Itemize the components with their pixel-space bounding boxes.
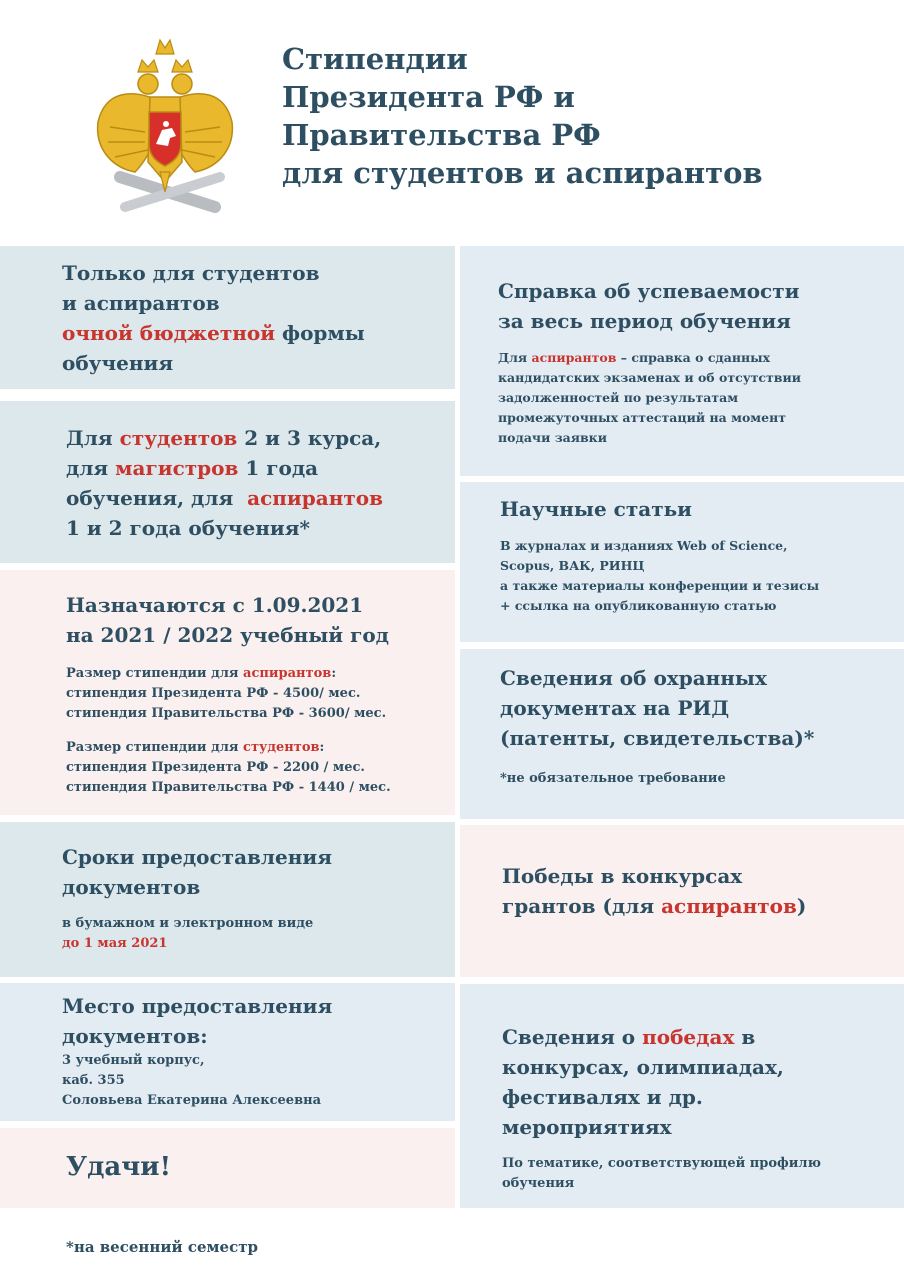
postgrad-amount-colon: :	[331, 666, 337, 681]
masters-highlight: магистров	[115, 456, 239, 480]
articles-panel	[460, 482, 904, 642]
grants-heading-2-b: )	[796, 894, 807, 918]
student-amount-intro: Размер стипендии для	[66, 740, 244, 755]
spring-semester-footnote: *на весенний семестр	[66, 1238, 259, 1256]
transcript-postgrads-highlight: аспирантов	[531, 350, 617, 365]
full-time-budget-highlight: очной бюджетной	[62, 321, 276, 345]
articles-line-1: В журналах и изданиях Web of Science,	[500, 538, 788, 553]
title-line-3: Правительства РФ	[282, 118, 601, 152]
target-line-3	[66, 483, 455, 513]
eligibility-line-2: и аспирантов	[62, 291, 220, 315]
postgrad-amount-intro: Размер стипендии для	[66, 666, 244, 681]
target-line-3-a: обучения, для	[66, 486, 248, 510]
transcript-line-2: кандидатских экзаменах и об отсутствии	[498, 370, 802, 385]
postgrad-amount-highlight: аспирантов	[243, 666, 332, 681]
patents-heading-2: документах на РИД	[500, 696, 730, 720]
patents-heading-1: Сведения об охранных	[500, 666, 767, 690]
achievements-note-2: обучения	[502, 1176, 575, 1191]
patents-heading-3: (патенты, свидетельства)*	[500, 726, 815, 750]
postgrad-government-amount: стипендия Правительства РФ - 3600/ мес.	[66, 706, 387, 721]
achievements-heading-3: фестивалях и др.	[502, 1085, 703, 1109]
deadline-heading-1: Сроки предоставления	[62, 845, 332, 869]
articles-line-3: а также материалы конференции и тезисы	[500, 578, 820, 593]
grants-heading-2	[502, 891, 904, 921]
grants-heading-1: Победы в конкурсах	[502, 864, 743, 888]
deadline-format: в бумажном и электронном виде	[62, 916, 314, 931]
deadline-heading-2: документов	[62, 875, 201, 899]
eligibility-line-1: Только для студентов	[62, 261, 320, 285]
transcript-line-4: промежуточных аттестаций на момент	[498, 410, 787, 425]
transcript-line-1-b: – справка о сданных	[616, 350, 771, 365]
page-title	[282, 40, 882, 192]
deadline-date: до 1 мая 2021	[62, 936, 168, 951]
assigned-date-line: Назначаются с 1.09.2021	[66, 593, 364, 617]
grants-postgrads-highlight: аспирантов	[661, 894, 797, 918]
transcript-line-5: подачи заявки	[498, 430, 607, 445]
target-line-2-b: 1 года	[238, 456, 319, 480]
student-government-amount: стипендия Правительства РФ - 1440 / мес.	[66, 780, 391, 795]
deadline-panel	[0, 822, 455, 977]
target-line-1-a: Для	[66, 426, 120, 450]
grants-heading-2-a: грантов (для	[502, 894, 662, 918]
title-line-4: для студентов и аспирантов	[282, 156, 763, 190]
articles-heading: Научные статьи	[500, 497, 693, 521]
eligibility-line-4: обучения	[62, 351, 174, 375]
coat-of-arms-emblem	[90, 32, 240, 217]
transcript-line-1-a: Для	[498, 350, 532, 365]
articles-line-4: + ссылка на опубликованную статью	[500, 598, 777, 613]
target-line-1-b: 2 и 3 курса,	[237, 426, 382, 450]
patents-optional-note: *не обязательное требование	[500, 771, 726, 786]
transcript-line-1	[498, 348, 904, 368]
achievements-heading-1-a: Сведения о	[502, 1025, 643, 1049]
achievements-panel	[460, 984, 904, 1208]
title-line-2: Президента РФ и	[282, 80, 575, 114]
good-luck-text: Удачи!	[66, 1152, 172, 1182]
transcript-heading-1: Справка об успеваемости	[498, 279, 800, 303]
postgrad-president-amount: стипендия Президента РФ - 4500/ мес.	[66, 686, 361, 701]
achievements-heading-4: мероприятиях	[502, 1115, 672, 1139]
eligibility-panel	[0, 246, 455, 389]
student-president-amount: стипендия Президента РФ - 2200 / мес.	[66, 760, 365, 775]
articles-line-2: Scopus, ВАК, РИНЦ	[500, 558, 645, 573]
location-building: 3 учебный корпус,	[62, 1053, 205, 1068]
transcript-panel	[460, 246, 904, 476]
student-amount-highlight: студентов	[243, 740, 320, 755]
eligibility-line-3-rest: формы	[275, 321, 365, 345]
transcript-line-3: задолженностей по результатам	[498, 390, 739, 405]
target-line-4: 1 и 2 года обучения*	[66, 516, 310, 540]
good-luck-panel	[0, 1128, 455, 1208]
patents-panel	[460, 649, 904, 819]
location-heading-2: документов:	[62, 1024, 208, 1048]
grants-panel	[460, 825, 904, 977]
location-contact-person: Соловьева Екатерина Алексеевна	[62, 1093, 322, 1108]
academic-year-line: на 2021 / 2022 учебный год	[66, 623, 389, 647]
location-room: каб. 355	[62, 1073, 125, 1088]
target-line-2-a: для	[66, 456, 116, 480]
location-panel	[0, 983, 455, 1121]
achievements-note-1: По тематике, соответствующей профилю	[502, 1156, 821, 1171]
achievements-heading-1	[502, 1022, 904, 1052]
target-groups-panel	[0, 401, 455, 563]
student-amount-colon: :	[319, 740, 325, 755]
victories-highlight: победах	[642, 1025, 735, 1049]
achievements-heading-2: конкурсах, олимпиадах,	[502, 1055, 784, 1079]
postgrad-amount-heading	[66, 664, 455, 684]
postgrads-highlight: аспирантов	[247, 486, 383, 510]
student-amount-heading	[66, 738, 455, 758]
students-highlight: студентов	[119, 426, 238, 450]
eligibility-line-3	[62, 318, 455, 348]
title-line-1: Стипендии	[282, 42, 468, 76]
target-line-1	[66, 423, 455, 453]
transcript-heading-2: за весь период обучения	[498, 309, 791, 333]
amounts-panel	[0, 570, 455, 815]
achievements-heading-1-b: в	[734, 1025, 756, 1049]
target-line-2	[66, 453, 455, 483]
location-heading-1: Место предоставления	[62, 994, 333, 1018]
